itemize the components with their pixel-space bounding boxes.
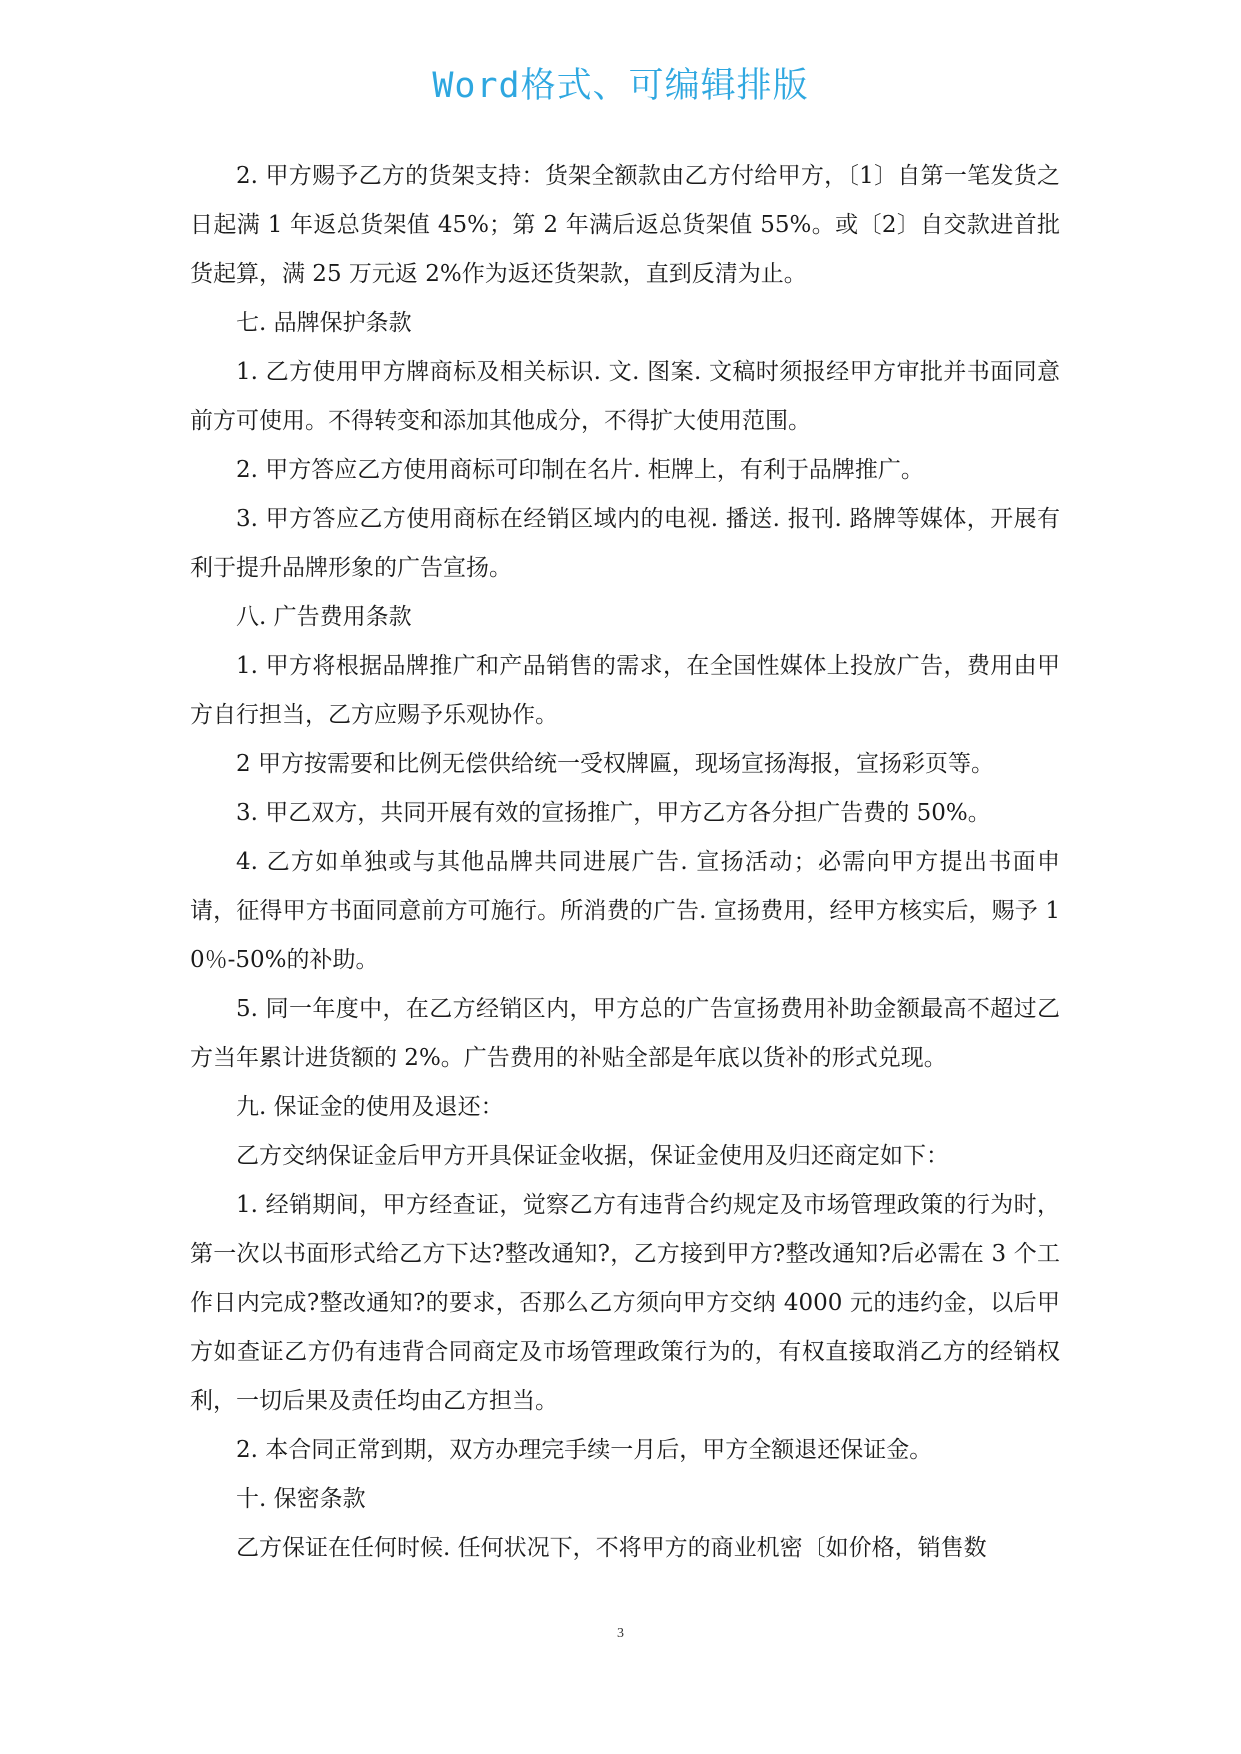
section-heading-confidentiality: 十. 保密条款	[236, 1486, 366, 1512]
paragraph-free-signage: 2 甲方按需要和比例无偿供给统一受权牌匾，现场宣扬海报，宣扬彩页等。	[236, 751, 994, 777]
paragraph-deposit-intro: 乙方交纳保证金后甲方开具保证金收据，保证金使用及归还商定如下：	[236, 1143, 949, 1169]
page-number: 3	[617, 1626, 624, 1641]
paragraph-business-card-usage: 2. 甲方答应乙方使用商标可印制在名片. 柜牌上，有利于品牌推广。	[236, 457, 924, 483]
paragraph-trademark-usage: 1. 乙方使用甲方牌商标及相关标识. 文. 图案. 文稿时须报经甲方审批并书面同意前方可使用。不得转变和添加其他成分，不得扩大使用范围。	[190, 359, 1060, 434]
document-header-title: Word格式、可编辑排版	[432, 66, 809, 106]
paragraph-deposit-refund: 2. 本合同正常到期，双方办理完手续一月后，甲方全额退还保证金。	[236, 1437, 933, 1463]
paragraph-deposit-violation: 1. 经销期间，甲方经查证，觉察乙方有违背合约规定及市场管理政策的行为时，第一次以书面形式给乙方下达?整改通知?，乙方接到甲方?整改通知?后必需在 3 个工作日内完成?整改通知?的要求，否那么乙方须向甲方交纳 4000 元的违约金，以后甲方如查证乙方仍有违背合同商定及市场管理政策行为的，有权直接取消乙方的经销权利，一切后果及责任均由乙方担当。	[190, 1192, 1060, 1414]
section-heading-advertising-fees: 八. 广告费用条款	[236, 604, 412, 630]
document-body	[190, 152, 1060, 1573]
paragraph-confidentiality: 乙方保证在任何时候. 任何状况下，不将甲方的商业机密〔如价格，销售数	[236, 1535, 987, 1561]
section-heading-brand-protection: 七. 品牌保护条款	[236, 310, 412, 336]
paragraph-annual-subsidy-cap: 5. 同一年度中，在乙方经销区内，甲方总的广告宣扬费用补助金额最高不超过乙方当年累计进货额的 2%。广告费用的补贴全部是年底以货补的形式兑现。	[190, 996, 1060, 1071]
paragraph-shared-ad-cost: 3. 甲乙双方，共同开展有效的宣扬推广，甲方乙方各分担广告费的 50%。	[236, 800, 991, 826]
section-heading-deposit: 九. 保证金的使用及退还：	[236, 1094, 504, 1120]
paragraph-national-media-ads: 1. 甲方将根据品牌推广和产品销售的需求，在全国性媒体上投放广告，费用由甲方自行担当，乙方应赐予乐观协作。	[190, 653, 1060, 728]
paragraph-media-usage: 3. 甲方答应乙方使用商标在经销区域内的电视. 播送. 报刊. 路牌等媒体，开展有利于提升品牌形象的广告宣扬。	[190, 506, 1060, 581]
paragraph-independent-ads: 4. 乙方如单独或与其他品牌共同进展广告. 宣扬活动；必需向甲方提出书面申请，征得甲方书面同意前方可施行。所消费的广告. 宣扬费用，经甲方核实后，赐予 10％-50%的补助。	[190, 849, 1060, 973]
paragraph-shelf-support: 2. 甲方赐予乙方的货架支持：货架全额款由乙方付给甲方，〔1〕自第一笔发货之日起满 1 年返总货架值 45%；第 2 年满后返总货架值 55%。或〔2〕自交款进首批货起算，满 25 万元返 2%作为返还货架款，直到反清为止。	[190, 163, 1060, 287]
